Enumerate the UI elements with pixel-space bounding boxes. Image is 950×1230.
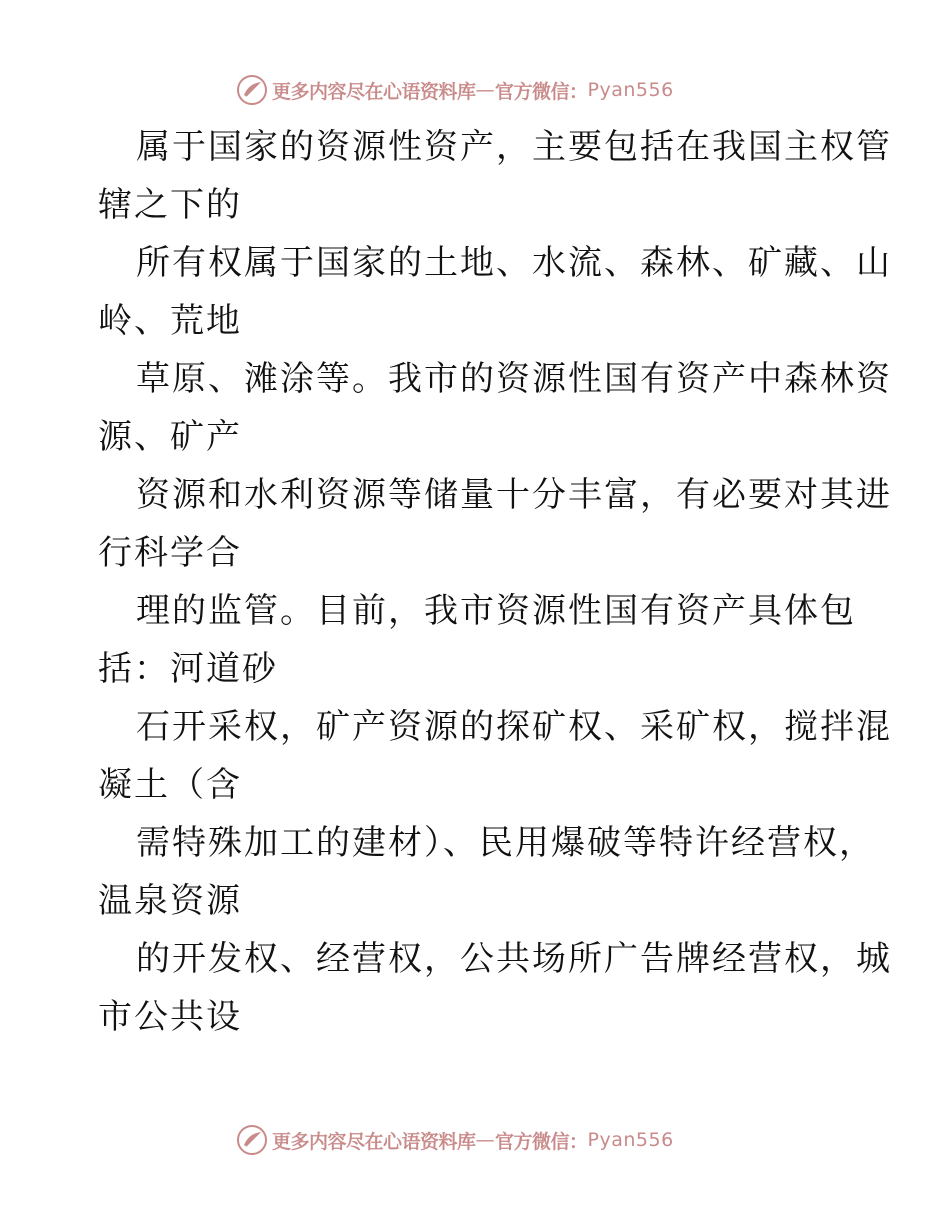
watermark-dash: — — [475, 79, 496, 101]
document-body — [98, 118, 892, 1046]
paragraph-line: 市公共设 — [98, 997, 242, 1037]
paragraph-line: 凝土（含 — [98, 765, 242, 805]
paragraph-line: 理的监管。目前，我市资源性国有资产具体包 — [136, 591, 856, 631]
watermark-wechat-id: Pyan556 — [587, 79, 674, 101]
paragraph-line: 岭、荒地 — [98, 301, 242, 341]
paragraph-line: 辖之下的 — [98, 185, 242, 225]
paragraph-line: 括：河道砂 — [98, 649, 278, 689]
watermark-wechat-id: Pyan556 — [587, 1129, 674, 1151]
paragraph-line: 行科学合 — [98, 533, 242, 573]
watermark-sub-text: 官方微信： — [495, 1130, 588, 1153]
paragraph-line: 资源和水利资源等储量十分丰富，有必要对其进 — [136, 475, 892, 515]
paragraph-line: 温泉资源 — [98, 881, 242, 921]
watermark-main-text: 更多内容尽在心语资料库 — [272, 1130, 476, 1153]
paragraph-line: 所有权属于国家的土地、水流、森林、矿藏、山 — [136, 243, 892, 283]
paragraph-line: 源、矿产 — [98, 417, 242, 457]
footer-watermark — [236, 1124, 674, 1156]
header-watermark — [236, 74, 674, 106]
paragraph-line: 石开采权，矿产资源的探矿权、采矿权，搅拌混 — [136, 707, 892, 747]
watermark-main-text: 更多内容尽在心语资料库 — [272, 80, 476, 103]
book-logo-icon — [236, 74, 268, 106]
paragraph-line: 的开发权、经营权，公共场所广告牌经营权，城 — [136, 939, 892, 979]
watermark-dash: — — [475, 1129, 496, 1151]
paragraph-line: 属于国家的资源性资产，主要包括在我国主权管 — [136, 127, 892, 167]
watermark-sub-text: 官方微信： — [495, 80, 588, 103]
book-logo-icon — [236, 1124, 268, 1156]
paragraph-line: 草原、滩涂等。我市的资源性国有资产中森林资 — [136, 359, 892, 399]
paragraph-line: 需特殊加工的建材）、民用爆破等特许经营权， — [136, 823, 875, 863]
